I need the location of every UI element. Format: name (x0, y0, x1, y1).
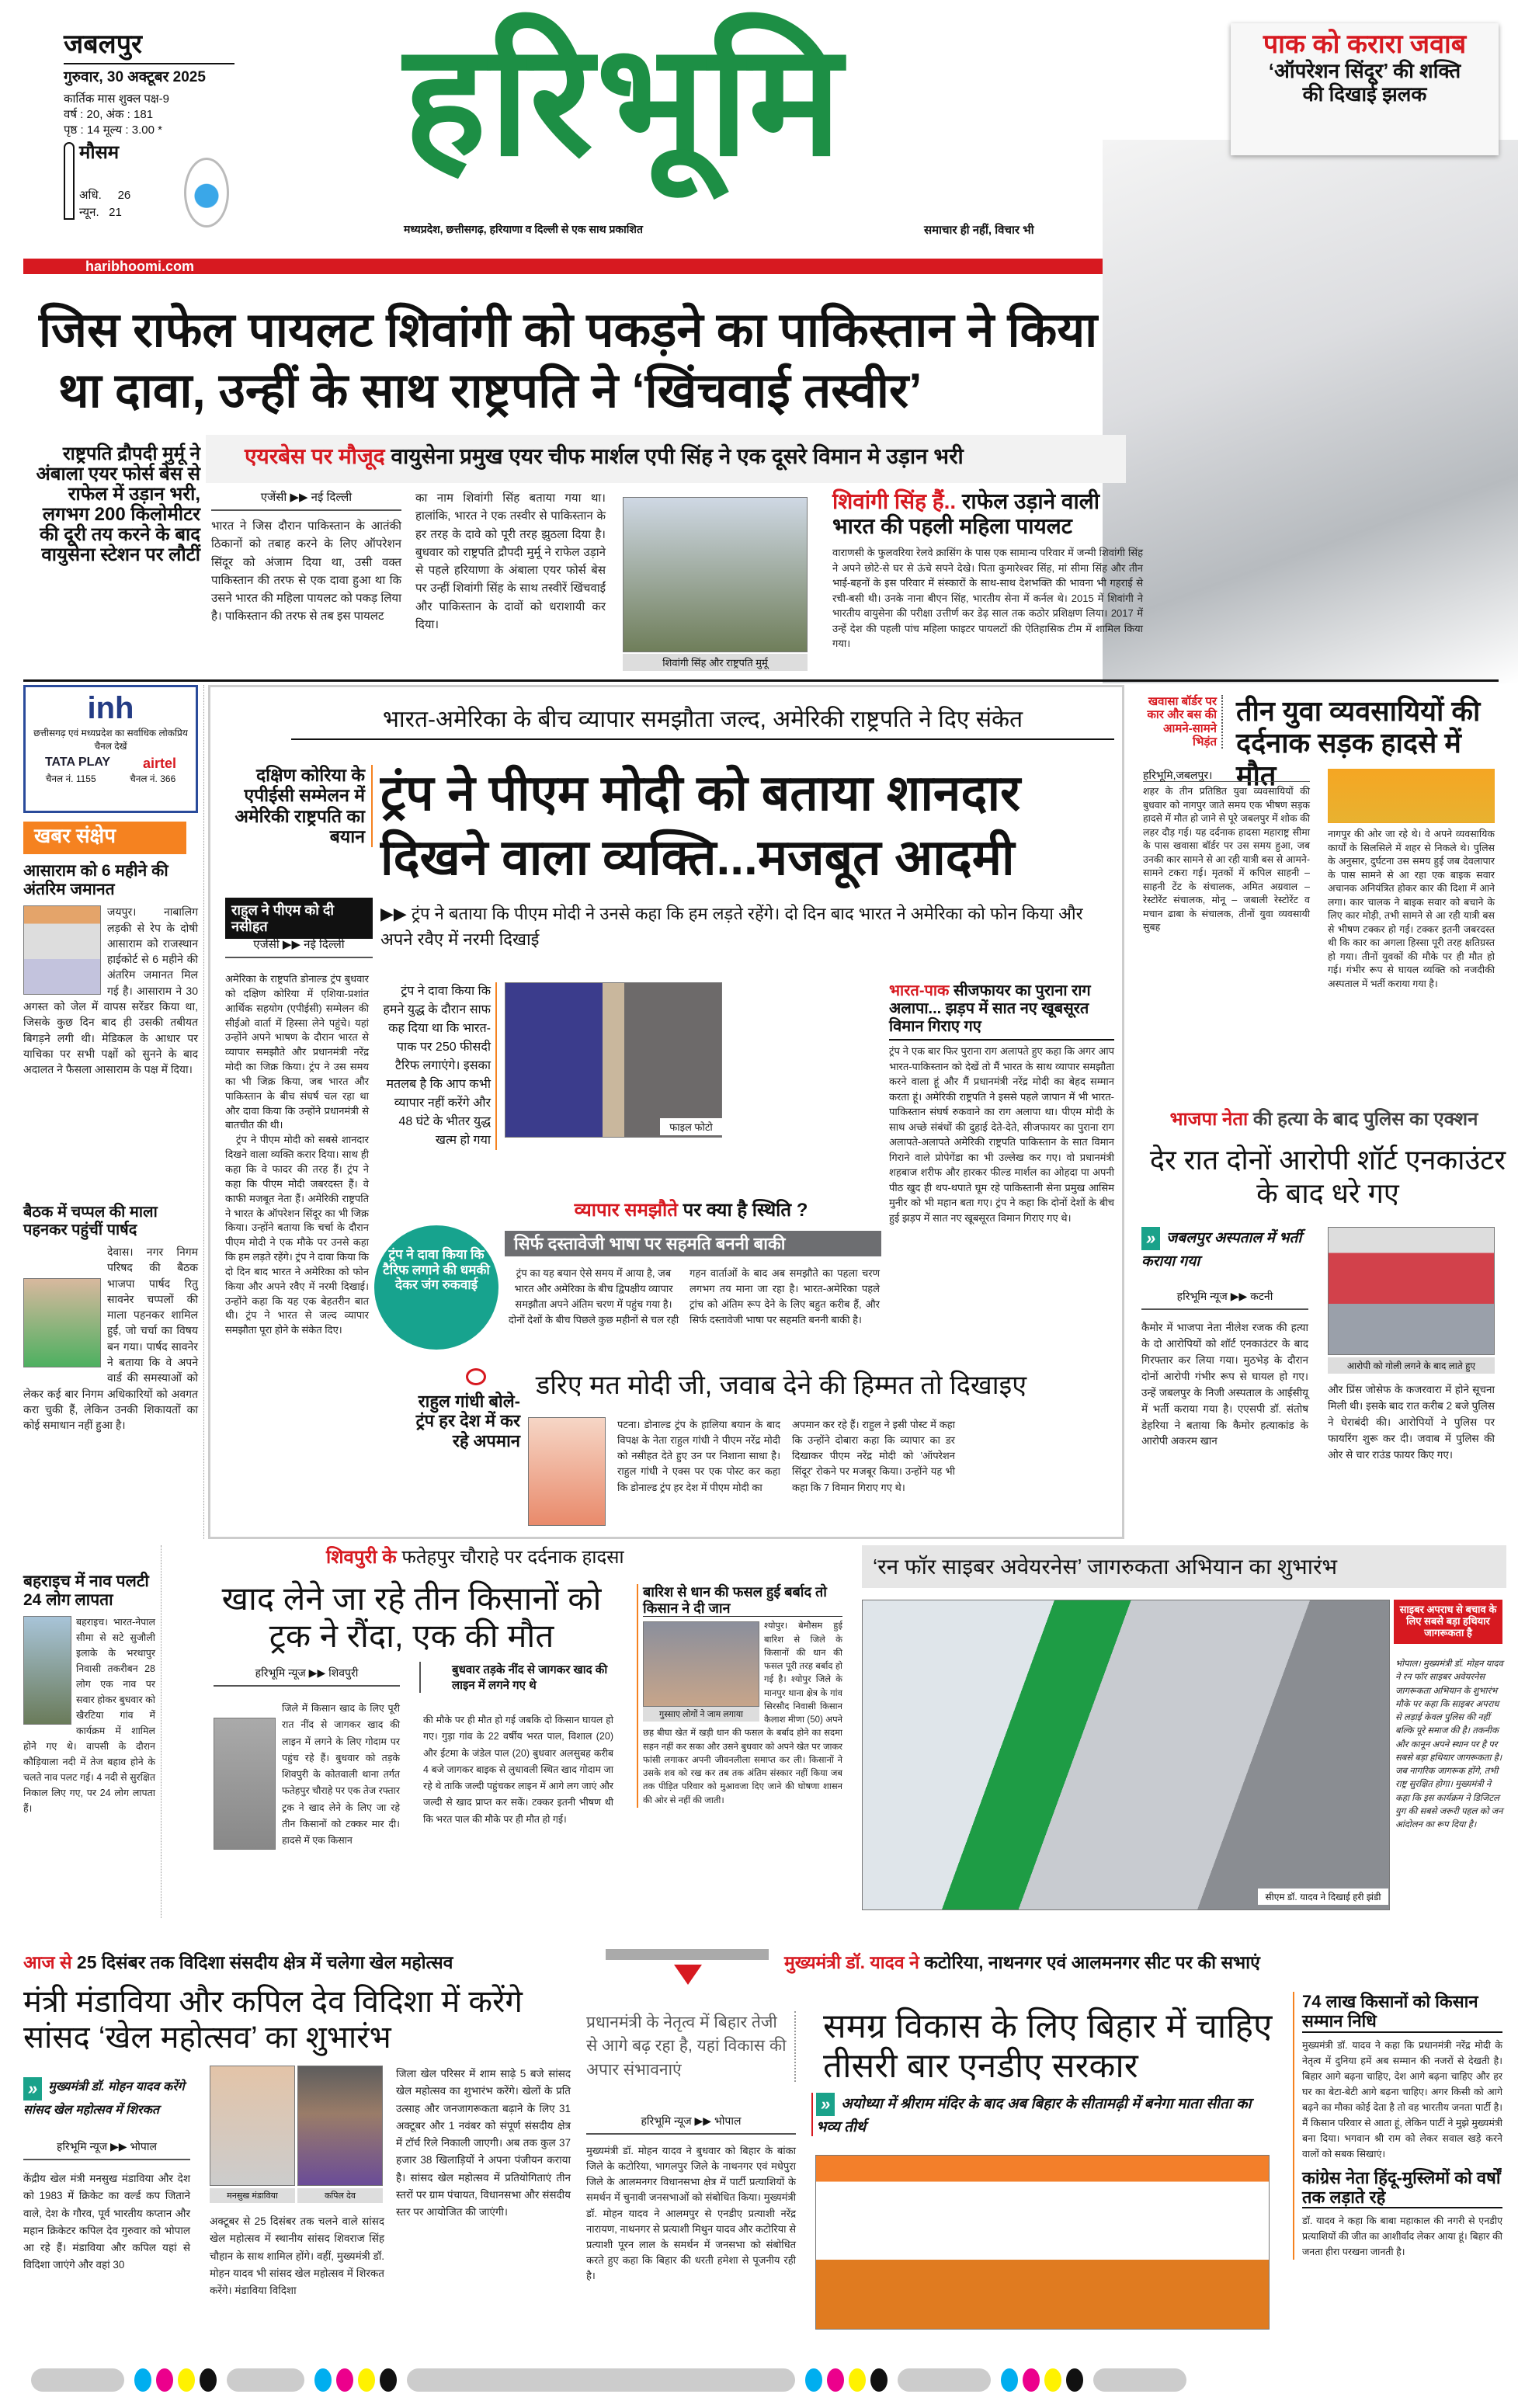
encounter-sub (1141, 1227, 1312, 1270)
lead-subhead-text: वायुसेना प्रमुख एयर चीफ मार्शल एपी सिंह ने एक दूसरे विमान मे उड़ान भरी (384, 444, 964, 468)
shivangi-photo (623, 497, 808, 652)
ceasefire-head-red: भारत-पाक (889, 982, 950, 999)
column-rule (203, 685, 204, 1539)
rahul-body-2: अपमान कर रहे हैं। राहुल ने इसी पोस्ट में कहा कि उन्होंने दोबारा कहा कि व्यापार का डर दिखाकर पीएम नरेंद्र मोदी को 'ऑपरेशन सिंदूर' रोकने पर मजबूर किया। उन्होंने यह भी कहा कि 7 विमान गिराए गए थे। (792, 1419, 955, 1493)
side1-body: मुख्यमंत्री डॉ. यादव ने कहा कि प्रधानमंत्री नरेंद्र मोदी के नेतृत्व में दुनिया हमें अब सम्मान की नजरों से देखती है। बिहार आगे बढ़ना चाहिए, देश आगे बढ़ना चाहिए और हर घर का बेटा-बेटी आगे बढ़ना चाहिए। अगर किसी को आगे बढ़ने का मौका कोई देता है तो वह भारतीय जनता पार्टी है। मैं किसान परिवार से आता हूं, लेकिन पार्टी ने मुझे मुख्यमंत्री बना दिया। भगवान श्री राम को लेकर सवाल खड़े करने वालों को सबक सिखाएं। (1302, 2039, 1502, 2160)
magenta-dot (336, 2368, 353, 2392)
jet-photo (1103, 140, 1518, 683)
photo-caption: गुस्साए लोगों ने जाम लगाया (643, 1707, 759, 1722)
encounter-kicker-text: की हत्या के बाद पुलिस का एक्शन (1248, 1109, 1478, 1130)
side-head-red: शिवांगी सिंह हैं.. (832, 489, 957, 513)
trade-body-1: ट्रंप का यह बयान ऐसे समय में आया है, जब भारत और अमेरिका के बीच द्विपक्षीय व्यापार समझौता अपने अंतिम चरण में पहुंच गया है। दोनों देशों के बीच पिछले कुछ महीनों से चल रही (508, 1267, 679, 1326)
brief-label: खबर संक्षेप (23, 822, 186, 854)
shivangi-side (832, 489, 1143, 652)
accident-body-2: नागपुर की ओर जा रहे थे। वे अपने व्यवसायिक कार्यों के सिलसिले में शहर से निकले थे। पुलिस के अनुसार, दुर्घटना उस समय हुई जब देवलापार के पास सामने से आ रहा एक बाइक सवार अचानक अनियंत्रित होकर कार की दिशा में आने लगा। कार चालक ने बाइक सवार को बचाने के लिए कार मोड़ी, तभी सामने से आ रही यात्री बस से भीषण टक्कर हो गई। टक्कर इतनी जबरदस्त थी कि कार का अगला हिस्सा पूरी तरह क्षतिग्रस्त हो गया। तीनों युवकों की मौके पर ही मौत हो गई। गंभीर रूप से घायल व्यक्ति को नजदीकी अस्पताल में भर्ती कराया गया है। (1328, 829, 1495, 989)
byline: हरिभूमि न्यूज ▶▶ शिवपुरी (214, 1666, 400, 1687)
trump-side-deck: दक्षिण कोरिया के एपीईसी सम्मेलन में अमेरिकी राष्ट्रपति का बयान (225, 765, 373, 847)
farmer-body: श्योपुर। बेमौसम हुई बारिश से जिले के किसानों की धान की फसल पूरी तरह बर्बाद हो गई है। श्योपुर जिले के मानपुर थाना क्षेत्र के गांव सिरसौद निवासी किसान कैलाश मीणा (50) अपने छह बीघा खेत में खड़ी धान की फसल के बर्बाद होने का सदमा सहन नहीं कर सका और उसने बुधवार को अपने खेत पर जाकर फांसी लगाकर अपनी जीवनलीला समाप्त कर ली। किसानों ने उसके शव को रख कर तब तक अंतिम संस्कार नहीं किया जब तक पीड़ित परिवार को मुआवजा दिए जाने की घोषणा शासन की ओर से नहीं की जाती। (643, 1621, 842, 1805)
cyan-dot (805, 2368, 822, 2392)
bihar-pull-quote: प्रधानमंत्री के नेतृत्व में बिहार तेजी से आगे बढ़ रहा है, यहां विकास की अपार संभावनाएं (586, 2011, 796, 2082)
promo-box (1231, 23, 1499, 155)
cyber-run-photo (862, 1600, 1390, 1910)
shivpuri-kicker-text: फतेहपुर चौराहे पर दर्दनाक हादसा (396, 1547, 624, 1568)
ceasefire-head: सीजफायर का पुराना राग अलापा... झड़प में सात नए खूबसूरत विमान गिराए गए (889, 982, 1091, 1035)
rahul-tag: राहुल ने पीएम को दी नसीहत (225, 898, 373, 939)
trump-headline-1: ट्रंप ने पीएम मोदी को बताया शानदार (380, 765, 1021, 821)
min-label: न्यून. (79, 205, 99, 219)
trade-bar: सिर्फ दस्तावेजी भाषा पर सहमति बननी बाकी (505, 1231, 881, 1256)
cyan-dot (314, 2368, 332, 2392)
lead-col-2: का नाम शिवांगी सिंह बताया गया था। हालांकि, भारत ने एक तस्वीर से पाकिस्तान के हर तरह के दावे को पूरी तरह झुठला दिया है। बुधवार को राष्ट्रपति द्रौपदी मुर्मू ने राफेल उड़ाने से पहले हरियाणा के अंबाला एयर फोर्स बेस पर उन्हीं शिवांगी सिंह के साथ तस्वीरें खिंचवाईं और पाकिस्तान के दावों को धराशायी कर दिया। (415, 492, 606, 631)
bihar-headline: समग्र विकास के लिए बिहार में चाहिए तीसरी बार एनडीए सरकार (823, 2007, 1273, 2085)
khel-kicker-text: 25 दिसंबर तक विदिशा संसदीय क्षेत्र में चलेगा खेल महोत्सव (71, 1952, 453, 1972)
black-dot (1066, 2368, 1083, 2392)
tithi: कार्तिक मास शुक्ल पक्ष-9 (64, 92, 170, 106)
trump-modi-photo (505, 982, 722, 1138)
bihar-body: मुख्यमंत्री डॉ. मोहन यादव ने बुधवार को बिहार के बांका जिले के कटोरिया, भागलपुर जिले के नाथनगर एवं मधेपुरा जिले के आलमनगर विधानसभा क्षेत्र में पार्टी प्रत्याशियों के समर्थन में चुनावी जनसभाओं को संबोधित किया। मुख्यमंत्री डॉ. मोहन यादव ने आलमपुर से एनडीए प्रत्याशी नरेंद्र नारायण, नाथनगर से प्रत्याशी मिथुन यादव और कटोरिया से प्रत्याशी पूरन लाल के समर्थन में जनसभा को संबोधित करते हुए कहा कि बिहार की धरती हमेशा से पूजनीय रही है। (586, 2145, 796, 2282)
rahul-photo (528, 1417, 606, 1526)
max-value: 26 (117, 188, 131, 202)
bihar-kicker (784, 1949, 1506, 1974)
shivpuri-kicker-red: शिवपुरी के (326, 1547, 397, 1568)
lead-sidebar: राष्ट्रपति द्रौपदी मुर्मू ने अंबाला एयर फोर्स बेस से राफेल में उड़ान भरी, लगभग 200 किलोमीटर की दूरी तय करने के बाद वायुसेना स्टेशन पर लौटीं (36, 443, 200, 565)
bihar-kicker-red: मुख्यमंत्री डॉ. यादव ने (784, 1952, 919, 1972)
shivpuri-kicker (326, 1547, 637, 1569)
brief-title: आसाराम को 6 महीने की अंतरिम जमानत (23, 862, 168, 899)
shivpuri-headline: खाद लेने जा रहे तीन किसानों को ट्रक ने रौंदा, एक की मौत (221, 1580, 602, 1655)
bihar-side (1293, 1992, 1502, 2260)
brief-body: देवास। नगर निगम परिषद की बैठक भाजपा पार्षद रितु सावनेर चप्पलों की माला पहनकर शामिल हुईं, जो चर्चा का विषय बन गया। पार्षद सावनेर ने बताया कि वे अपने वार्ड की समस्याओं को लेकर कई बार निगम अधिकारियों को अवगत करा चुकी हैं, लेकिन उनकी शिकायतों का कोई समाधान नहीं हुआ है। (23, 1246, 198, 1432)
promo-line1: पाक को करारा जवाब (1263, 30, 1467, 59)
website-bar (23, 259, 1103, 274)
farmer-side (637, 1584, 842, 1808)
rahul-side-head: राहुल गांधी बोले- ट्रंप हर देश में कर रहे अपमान (415, 1392, 520, 1451)
trump-deck: ▶▶ ट्रंप ने बताया कि पीएम मोदी ने उनसे कहा कि हम लड़ते रहेंगे। दो दिन बाद भारत ने अमेरिका को फोन किया और अपने रवैए में नरमी दिखाई (380, 904, 1083, 949)
byline: हरिभूमि न्यूज ▶▶ भोपाल (23, 2139, 190, 2160)
lead-col-1 (211, 489, 401, 626)
accident-col-2 (1328, 769, 1495, 991)
encounter-body-1: कैमोर में भाजपा नेता नीलेश रजक की हत्या के दो आरोपियों को शॉर्ट एनकाउंटर के बाद गिरफ्तार कर लिया गया। मुठभेड़ के दौरान दोनों आरोपी गंभीर रूप से घायल हो गए। उन्हें जबलपुर के निजी अस्पताल के आईसीयू में भर्ती कराया गया है। एएसपी डॉ. संतोष डेहरिया ने बताया कि कैमोर हत्याकांड के आरोपी अकरम खान (1141, 1322, 1308, 1447)
slogan: समाचार ही नहीं, विचार भी (924, 224, 1034, 237)
chevron-icon: » (816, 2093, 835, 2116)
khel-headline: मंत्री मंडाविया और कपिल देव विदिशा में करेंगे सांसद ‘खेल महोत्सव’ का शुभारंभ (23, 1985, 523, 2055)
bahraich-title: बहराइच में नाव पलटी 24 लोग लापता (23, 1572, 149, 1610)
yellow-dot (178, 2368, 195, 2392)
edition-date: गुरुवार, 30 अक्टूबर 2025 (64, 69, 206, 86)
column-rule (161, 1545, 162, 1918)
trade-body-2: गहन वार्ताओं के बाद अब समझौते का पहला चरण लगभग तय माना जा रहा है। भारत-अमेरिका पहले ट्रांच को अंतिम रूप देने के लिए बहुत करीब हैं, और सिर्फ दस्तावेजी भाषा पर सहमति बननी बाकी है। (690, 1267, 880, 1326)
website-link[interactable]: haribhoomi.com (85, 259, 195, 274)
accident-illustration (1328, 769, 1495, 823)
protest-photo (643, 1621, 759, 1707)
trade-head-red: व्यापार समझौते (574, 1200, 678, 1221)
photo-caption: कपिल देव (297, 2188, 383, 2203)
magenta-dot (1023, 2368, 1040, 2392)
lead-headline-2: था दावा, उन्हीं के साथ राष्ट्रपति ने ‘खिंचवाई तस्वीर’ (58, 364, 922, 418)
cloud-icon (184, 158, 229, 228)
photo-caption: फाइल फोटो (660, 1118, 722, 1135)
side2-head: कांग्रेस नेता हिंदू-मुस्लिमों को वर्षों तक लड़ाते रहे (1302, 2168, 1502, 2209)
black-dot (870, 2368, 888, 2392)
airtel-logo: airtel (143, 756, 177, 771)
brief-body: जयपुर। नाबालिग लड़की से रेप के दोषी आसाराम को राजस्थान हाईकोर्ट से 6 महीने की अंतरिम जमानत मिल गई है। आसाराम ने 30 अगस्त को जेल में वापस सरेंडर किया था, जिसके कुछ दिन बाद ही उसकी तबीयत बिगड़ने लगी थी। मेडिकल के आधार पर याचिका पर सभी पक्षों को सुनने के बाद अदालत ने फैसला आसाराम के पक्ष में दिया। (23, 905, 198, 1076)
inh-ad[interactable] (23, 685, 198, 813)
cyan-dot (134, 2368, 151, 2392)
logo: हरिभूमि (404, 14, 845, 187)
khel-kicker (23, 1949, 598, 1974)
masthead-info (64, 30, 234, 228)
accident-col-1 (1143, 769, 1310, 935)
khel-body-2: अक्टूबर से 25 दिसंबर तक चलने वाले सांसद खेल महोत्सव में स्थानीय सांसद शिवराज सिंह चौहान के साथ शामिल होंगे। वहीं, मुख्यमंत्री डॉ. मोहन यादव भी सांसद खेल महोत्सव में शिरकत करेंगे। मंडाविया विदिशा (210, 2215, 384, 2297)
ceasefire-body: ट्रंप ने एक बार फिर पुराना राग अलापते हुए कहा कि अगर आप भारत-पाकिस्तान को देखें तो मैं भारत के साथ व्यापार समझौता करने वाला हूं और मैं प्रधानमंत्री नरेंद्र मोदी का बेहद सम्मान करता हूं। अमेरिकी राष्ट्रपति ने इससे पहले जापान में भी भारत-पाकिस्तान संघर्ष रुकवाने का राग अलापा था। पीएम मोदी के साथ अच्छे संबंधों की दुहाई देते-देते, सीजफायर का पुराना राग अलापते-अलापते अमेरिकी राष्ट्रपति पाकिस्तान के सात विमान गिराने वाले प्रोपेगेंडा का भी उल्लेख कर गए। वो प्रधानमंत्री शहबाज शरीफ और हारकर फील्ड मार्शल का ओहदा पा अपनी पीठ खुद ही थप-थपाते घूम रहे पाकिस्तानी सेना प्रमुख आसिम मुनीर को भी महान बता गए। ट्रंप ने कहा कि दोनों देशों के बीच हुई झड़प में सात नए खूबसूरत विमान गिराए गए थे। (889, 1045, 1114, 1224)
shivpuri-quote: बुधवार तड़के नींद से जागकर खाद की लाइन में लगने गए थे (419, 1662, 621, 1693)
min-value: 21 (109, 205, 122, 219)
tariff-bubble: ट्रंप ने दावा किया कि टैरिफ लगाने की धमकी देकर जंग रुकवाई (374, 1225, 498, 1350)
byline: हरिभूमि न्यूज ▶▶ भोपाल (586, 2114, 796, 2135)
bihar-sub-text: अयोध्या में श्रीराम मंदिर के बाद अब बिहार के सीतामढ़ी में बनेगा माता सीता का भव्य तीर्थ (816, 2096, 1252, 2135)
bihar-arrow-icon (606, 1949, 769, 1960)
byline: हरिभूमि न्यूज ▶▶ कटनी (1141, 1289, 1308, 1310)
farmer-head: बारिश से धान की फसल हुई बर्बाद तो किसान ने दी जान (643, 1584, 842, 1617)
ceasefire-side (889, 982, 1114, 1225)
trump-body-2: ट्रंप ने पीएम मोदी को सबसे शानदार दिखने वाला व्यक्ति करार दिया। साथ ही कहा कि वे फादर की तरह हैं। ट्रंप ने कहा कि पीएम मोदी जबरदस्त हैं। वे काफी मजबूत नेता हैं। अमेरिकी राष्ट्रपति ने भारत के ऑपरेशन सिंदूर का भी जिक्र किया। उन्होंने बताया कि चर्चा के दौरान पीएम मोदी ने एक मौके पर उनसे कहा कि हम लड़ते रहेंगे। ट्रंप ने दावा किया कि दो दिन बाद भारत ने अमेरिका को फोन किया और अपने रवैए में नरमी दिखाई। उन्होंने कहा कि यह एक बेहतरीन बात थी। ट्रंप ने भारत से जल्द व्यापार समझौता पूरा होने के संकेत दिए। (225, 1134, 369, 1336)
cyan-dot (1001, 2368, 1018, 2392)
registration-mark (227, 2368, 304, 2392)
brief-item (23, 1204, 198, 1433)
ad-text: छत्तीसगढ़ एवं मध्यप्रदेश का सर्वाधिक लोकप्रिय चैनल देखें (33, 728, 188, 752)
weather-label: मौसम (79, 141, 120, 163)
yellow-dot (358, 2368, 375, 2392)
mandaviya-photo (210, 2066, 295, 2186)
accident-body-1: शहर के तीन प्रतिष्ठित युवा व्यवसायियों की बुधवार को नागपुर जाते समय एक भीषण सड़क हादसे में मौत हो जाने से पूरे जबलपुर में शोक की लहर दौड़ गई। यह दर्दनाक हादसा महाराष्ट्र सीमा के पास खवासा बॉर्डर पर उस समय हुआ, जब उनकी कार सामने से आ रही यात्री बस से आमने-सामने टकरा गई। मृतकों में कपिल साहनी –साहनी टेंट के संचालक, अमित अग्रवाल – रेस्टोरेंट संचालक, मोनू – जबाली रेस्टोरेंट व मचान ढाबा के संचालक, तीनों युवा व्यवसायी सुबह (1143, 786, 1310, 933)
year-issue: वर्ष : 20, अंक : 181 (64, 107, 154, 121)
side-body: वाराणसी के फुलवरिया रेलवे क्रासिंग के पास एक सामान्य परिवार में जन्मी शिवांगी सिंह ने अपने छोटे-से घर से ऊंचे सपने देखे। पिता कुमारेश्वर सिंह, मां सीमा सिंह और तीन भाई-बहनों के इस परिवार में संस्कारों के साथ-साथ देशभक्ति की भावना भी गहराई से रची-बसी थी। उनके नाना बीएन सिंह, भारतीय सेना में कर्नल थे। 2015 में शिवांगी ने भारतीय वायुसेना की परीक्षा उत्तीर्ण कर डेढ़ साल तक कठोर प्रशिक्षण लिया। 2017 में उन्हें देश की पहली पांच महिला फाइटर पायलटों की ऐतिहासिक टीम में शामिल किया गया। (832, 547, 1144, 650)
brief-title: बैठक में चप्पल की माला पहनकर पहुंचीं पार्षद (23, 1204, 158, 1239)
byline: हरिभूमि,जबलपुर। (1143, 769, 1310, 782)
khel-kicker-red: आज से (23, 1952, 72, 1972)
shivpuri-body-2: की मौके पर ही मौत हो गई जबकि दो किसान घायल हो गए। गुड़ा गांव के 22 वर्षीय भरत पाल, विशाल (20) और ईटमा के जंडेल पाल (20) बुधवार अलसुबह करीब 4 बजे जागकर बाइक से लुधावली स्थित खाद गोदाम जा रहे थे ताकि जल्दी पहुंचकर लाइन में आगे लग जाएं और जल्दी से खाद प्राप्त कर सकें। टक्कर इतनी भीषण थी कि भरत पाल की मौके पर ही मौत हो गई। (423, 1715, 613, 1825)
rahul-body-1: पटना। डोनाल्ड ट्रंप के हालिया बयान के बाद विपक्ष के नेता राहुल गांधी ने पीएम नरेंद्र मोदी को नसीहत देते हुए उन पर निशाना साधा है। राहुल गांधी ने एक्स पर एक पोस्ट कर कहा कि डोनाल्ड ट्रंप हर देश में पीएम मोदी का (617, 1419, 780, 1493)
rally-photo (815, 2155, 1270, 2330)
channel-1: चैनल नं. 1155 (45, 773, 96, 784)
registration-mark (31, 2368, 124, 2392)
byline: एजेंसी ▶▶ नई दिल्ली (211, 489, 401, 511)
black-dot (380, 2368, 397, 2392)
cyber-headline: ‘रन फॉर साइबर अवेयरनेस’ जागरुकता अभियान का शुभारंभ (862, 1545, 1506, 1588)
chevron-down-icon (674, 1965, 702, 1985)
bahraich-story (23, 1572, 155, 1816)
side2-body: डॉ. यादव ने कहा कि बाबा महाकाल की नगरी से एनडीए प्रत्याशियों की जीत का आशीर्वाद लेकर आया हूं। बिहार की जनता हीरा परखना जानती है। (1302, 2215, 1502, 2258)
trump-body-column (225, 972, 369, 1338)
shivpuri-body-1: जिले में किसान खाद के लिए पूरी रात नींद से जागकर खाद की लाइन में लगने के लिए गोदाम पर पहुंच रहे हैं। बुधवार को तड़के शिवपुरी के कोतवाली थाना तर्गत फतेहपुर चौराहे पर एक तेज रफ्तार ट्रक ने खाद लेने के लिए जा रहे तीन किसानों को टक्कर मार दी। हादसे में एक किसान (282, 1703, 400, 1846)
byline: एजेंसी ▶▶ नई दिल्ली (225, 936, 373, 958)
bihar-kicker-text: कटोरिया, नाथनगर एवं आलमनगर सीट पर की सभाएं (919, 1952, 1260, 1972)
khel-sub (23, 2077, 202, 2118)
kapil-dev-photo (297, 2066, 383, 2186)
promo-line2: ‘ऑपरेशन सिंदूर’ की शक्ति (1268, 59, 1461, 83)
encounter-kicker (1141, 1109, 1506, 1131)
yellow-dot (1044, 2368, 1061, 2392)
shivpuri-col-1 (214, 1701, 400, 1853)
divider (23, 679, 1499, 682)
color-registration-bar (23, 2365, 1499, 2396)
boat-photo (23, 1616, 71, 1725)
trade-head-text: पर क्या है स्थिति ? (677, 1200, 808, 1221)
trump-quote: ट्रंप ने दावा किया कि हमने युद्ध के दौरान साफ कह दिया था कि भारत-पाक पर 250 फीसदी टैरिफ लगाएंगे। इसका मतलब है कि आप कभी व्यापार नहीं करेंगे और 48 घंटे के भीतर युद्ध खत्म हो गया (380, 982, 497, 1150)
black-dot (200, 2368, 217, 2392)
chevron-icon: » (23, 2077, 42, 2100)
yellow-dot (849, 2368, 866, 2392)
khel-body-3: जिला खेल परिसर में शाम साढ़े 5 बजे सांसद खेल महोत्सव का शुभारंभ करेंगे। खेलों के प्रति उत्साह और जनजागरूकता बढ़ाने के लिए 31 अक्टूबर और 1 नवंबर को संपूर्ण संसदीय क्षेत्र में टॉर्च रिले निकाली जाएगी। अब तक कुल 37 हजार 38 खिलाड़ियों ने अपना पंजीयन कराया है। सांसद खेल महोत्सव में प्रतियोगिताएं तीन स्तरों पर ग्राम पंचायत, विधानसभा और संसदीय स्तर पर आयोजित की जाएंगी। (396, 2068, 571, 2219)
khel-body-1: केंद्रीय खेल मंत्री मनसुख मंडाविया और देश को 1983 में क्रिकेट का वर्ल्ड कप जिताने वाले, देश के गौरव, पूर्व भारतीय कप्तान और महान क्रिकेटर कपिल देव गुरुवार को भोपाल आ रहे हैं। मंडाविया और कपिल यहां से विदिशा जाएंगे और वहां 30 (23, 2173, 190, 2271)
photo-caption: शिवांगी सिंह और राष्ट्रपति मुर्मू (623, 654, 808, 671)
photo-caption: मनसुख मंडाविया (210, 2188, 295, 2203)
khel-sub-text: मुख्यमंत्री डॉ. मोहन यादव करेंगे सांसद खेल महोत्सव में शिरकत (23, 2080, 185, 2117)
thermometer-icon (64, 142, 75, 220)
promo-line3: की दिखाई झलक (1302, 82, 1427, 106)
trump-headline-2: दिखने वाला व्यक्ति...मजबूत आदमी (380, 829, 1015, 885)
bahraich-body: बहराइच। भारत-नेपाल सीमा से सटे सुजौली इलाके के भरथापुर निवासी तकरीबन 28 लोग एक नाव पर सवार होकर बुधवार को खैरटिया गांव में कार्यक्रम में शामिल होने गए थे। वापसी के दौरान कौड़ियाला नदी में तेज बहाव होने के चलते नाव पलट गई। 4 नदी से सुरक्षित निकाल लिए गए, पर 24 लोग लापता हैं। (23, 1617, 155, 1815)
edition-city: जबलपुर (64, 30, 234, 64)
accused-photo (1328, 1227, 1495, 1355)
weather-max (79, 187, 130, 203)
weather (64, 142, 234, 228)
accident-kicker: खवासा बॉर्डर पर कार और बस की आमने-सामने भिड़ंत (1138, 695, 1223, 749)
lead-subhead (206, 435, 1126, 483)
encounter-sub-text: जबलपुर अस्पताल में भर्ती कराया गया (1141, 1230, 1302, 1270)
side1-head: 74 लाख किसानों को किसान सम्मान निधि (1302, 1992, 1502, 2033)
pages-price: पृष्ठ : 14 मूल्य : 3.00 * (64, 123, 162, 137)
lead-body-1: भारत ने जिस दौरान पाकिस्तान के आतंकी ठिकानों को तबाह करने के लिए ऑपरेशन सिंदूर को अंजाम दिया था, उसी वक्त पाकिस्तान की तरफ से एक दावा हुआ था कि उसने भारत की महिला पायलट को पकड़ लिया है। पाकिस्तान की तरफ से तब इस पायलट (211, 519, 401, 624)
councillor-photo (23, 1278, 101, 1367)
photo-caption: आरोपी को गोली लगने के बाद लाते हुए (1328, 1357, 1495, 1374)
rahul-headline: डरिए मत मोदी जी, जवाब देने की हिम्मत तो दिखाइए (536, 1371, 1027, 1400)
trade-head (505, 1200, 877, 1221)
cyber-body: भोपाल। मुख्यमंत्री डॉ. मोहन यादव ने रन फॉर साइबर अवेयरनेस जागरूकता अभियान के शुभारंभ मौके पर कहा कि साइबर अपराध से लड़ाई केवल पुलिस की नहीं बल्कि पूरे समाज की है। तकनीक और कानून अपने स्थान पर है पर सबसे बड़ा हथियार जागरूकता है। जब नागरिक जागरूक होंगे, तभी राष्ट्र सुरक्षित होगा। मुख्यमंत्री ने कहा कि इस कार्यक्रम ने डिजिटल युग की सबसे जरूरी पहल को जन आंदोलन का रूप दिया है। (1395, 1659, 1503, 1829)
encounter-headline: देर रात दोनों आरोपी शॉर्ट एनकाउंटर के बाद धरे गए (1149, 1144, 1506, 1210)
trump-body-1: अमेरिका के राष्ट्रपति डोनाल्ड ट्रंप बुधवार को दक्षिण कोरिया में एशिया-प्रशांत आर्थिक सहयोग (एपीईसी) सम्मेलन की सीईओ वार्ता में हिस्सा लेने पहुंचे। यहां उन्होंने अपने भाषण के दौरान भारत से व्यापार समझौते और प्रधानमंत्री नरेंद्र मोदी का जिक्र किया। ट्रंप ने उस समय का भी जिक्र किया, जब भारत और पाकिस्तान के बीच संघर्ष चल रहा था और दावा किया कि उन्होंने प्रधानमंत्री से बातचीत की थी। (225, 973, 369, 1131)
accident-headline: तीन युवा व्यवसायियों की दर्दनाक सड़क हादसे में मौत (1236, 695, 1481, 791)
speech-bubble-icon (466, 1368, 486, 1385)
magenta-dot (827, 2368, 844, 2392)
cyber-tag: साइबर अपराध से बचाव के लिए सबसे बड़ा हथियार जागरूकता है (1394, 1600, 1502, 1644)
weather-min (79, 204, 122, 220)
bihar-sub (811, 2093, 1277, 2136)
chevron-icon: » (1141, 1227, 1160, 1250)
photo-caption: सीएम डॉ. यादव ने दिखाई हरी झंडी (1258, 1889, 1388, 1905)
encounter-body-2: और प्रिंस जोसेफ के कजरवारा में होने सूचना मिली थी। इसके बाद रात करीब 2 बजे पुलिस ने घेराबंदी की। आरोपियों ने पुलिस पर फायरिंग शुरू कर दी। जवाब में पुलिस की ओर से चार राउंड फायर किए गए। (1328, 1384, 1495, 1461)
brief-item (23, 862, 198, 1078)
accident-scene-photo (214, 1718, 276, 1850)
encounter-kicker-red: भाजपा नेता (1169, 1109, 1249, 1130)
side-head: राफेल उड़ाने वाली भारत की पहली महिला पायलट (832, 489, 1099, 539)
registration-mark (1093, 2368, 1186, 2392)
magenta-dot (156, 2368, 173, 2392)
trump-kicker: भारत-अमेरिका के बीच व्यापार समझौता जल्द, अमेरिकी राष्ट्रपति ने दिए संकेत (291, 707, 1114, 740)
channel-2: चैनल नं. 366 (130, 773, 176, 784)
tagline: मध्यप्रदेश, छत्तीसगढ़, हरियाणा व दिल्ली से एक साथ प्रकाशित (404, 223, 643, 235)
tataplay-logo: TATA PLAY (44, 756, 111, 769)
lead-subhead-red: एयरबेस पर मौजूद (245, 444, 385, 468)
asaram-photo (23, 905, 101, 995)
registration-mark (407, 2368, 795, 2392)
max-label: अधि. (79, 188, 102, 202)
inh-logo: inh (87, 691, 134, 725)
registration-mark (898, 2368, 991, 2392)
lead-headline-1: जिस राफेल पायलट शिवांगी को पकड़ने का पाकिस्तान ने किया (39, 304, 1098, 357)
